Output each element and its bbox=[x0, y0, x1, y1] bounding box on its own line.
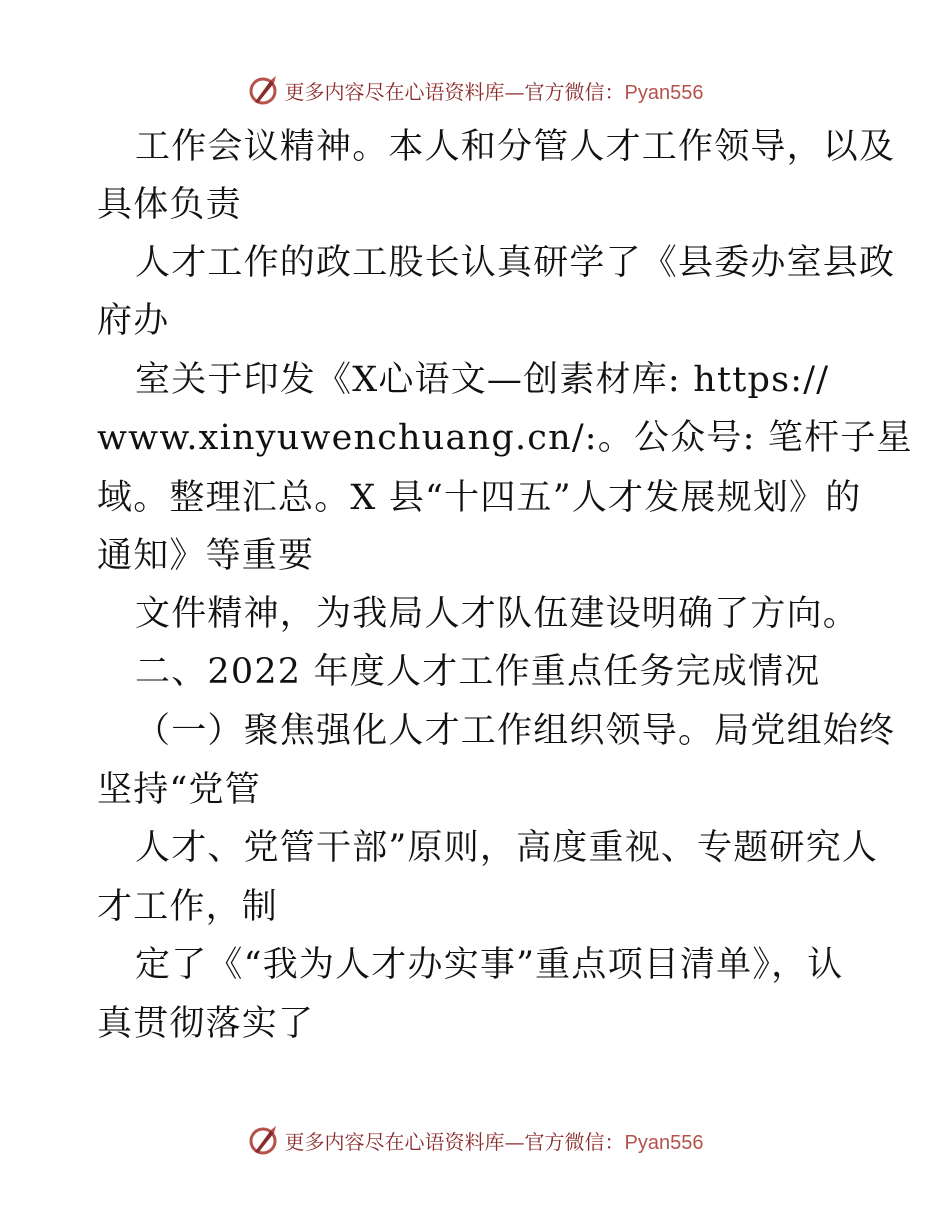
text-line: www.xinyuwenchuang.cn/:。公众号: 笔杆子星 bbox=[97, 418, 913, 458]
text-line: 室关于印发《X心语文—创素材库: https:// bbox=[135, 360, 830, 400]
text-line: 人才工作的政工股长认真研学了《县委办室县政 bbox=[135, 243, 896, 283]
text-line: 定了《“我为人才办实事”重点项目清单》，认 bbox=[135, 945, 844, 985]
footer-dash: — bbox=[504, 1129, 525, 1154]
section-heading: 二、2022 年度人才工作重点任务完成情况 bbox=[135, 652, 821, 692]
quill-logo-icon bbox=[247, 1124, 279, 1156]
text-line: 坚持“党管 bbox=[97, 770, 261, 810]
text-line: 才工作，制 bbox=[97, 887, 279, 927]
text-line: 真贯彻落实了 bbox=[97, 1004, 315, 1044]
footer-banner-text bbox=[285, 1126, 704, 1155]
header-wechat-label: 官方微信： bbox=[524, 79, 625, 104]
header-wechat-id: Pyan556 bbox=[624, 81, 704, 104]
text-line: 域。整理汇总。X 县“十四五”人才发展规划》的 bbox=[97, 478, 862, 518]
footer-wechat-id: Pyan556 bbox=[624, 1131, 704, 1154]
header-site-text: 更多内容尽在心语资料库 bbox=[284, 79, 505, 104]
header-dash: — bbox=[504, 79, 525, 104]
text-line: 府办 bbox=[97, 301, 170, 341]
header-banner-text bbox=[285, 76, 704, 105]
text-line: 工作会议精神。本人和分管人才工作领导，以及 bbox=[135, 127, 896, 167]
footer-site-text: 更多内容尽在心语资料库 bbox=[284, 1129, 505, 1154]
footer-watermark-banner bbox=[0, 1120, 950, 1160]
text-line: 文件精神，为我局人才队伍建设明确了方向。 bbox=[135, 594, 860, 634]
quill-logo-icon bbox=[247, 74, 279, 106]
text-line: （一）聚焦强化人才工作组织领导。局党组始终 bbox=[135, 711, 896, 751]
header-watermark-banner bbox=[0, 70, 950, 110]
text-line: 通知》等重要 bbox=[97, 536, 315, 576]
text-line: 人才、党管干部”原则，高度重视、专题研究人 bbox=[135, 828, 879, 868]
footer-wechat-label: 官方微信： bbox=[524, 1129, 625, 1154]
text-line: 具体负责 bbox=[97, 185, 242, 225]
